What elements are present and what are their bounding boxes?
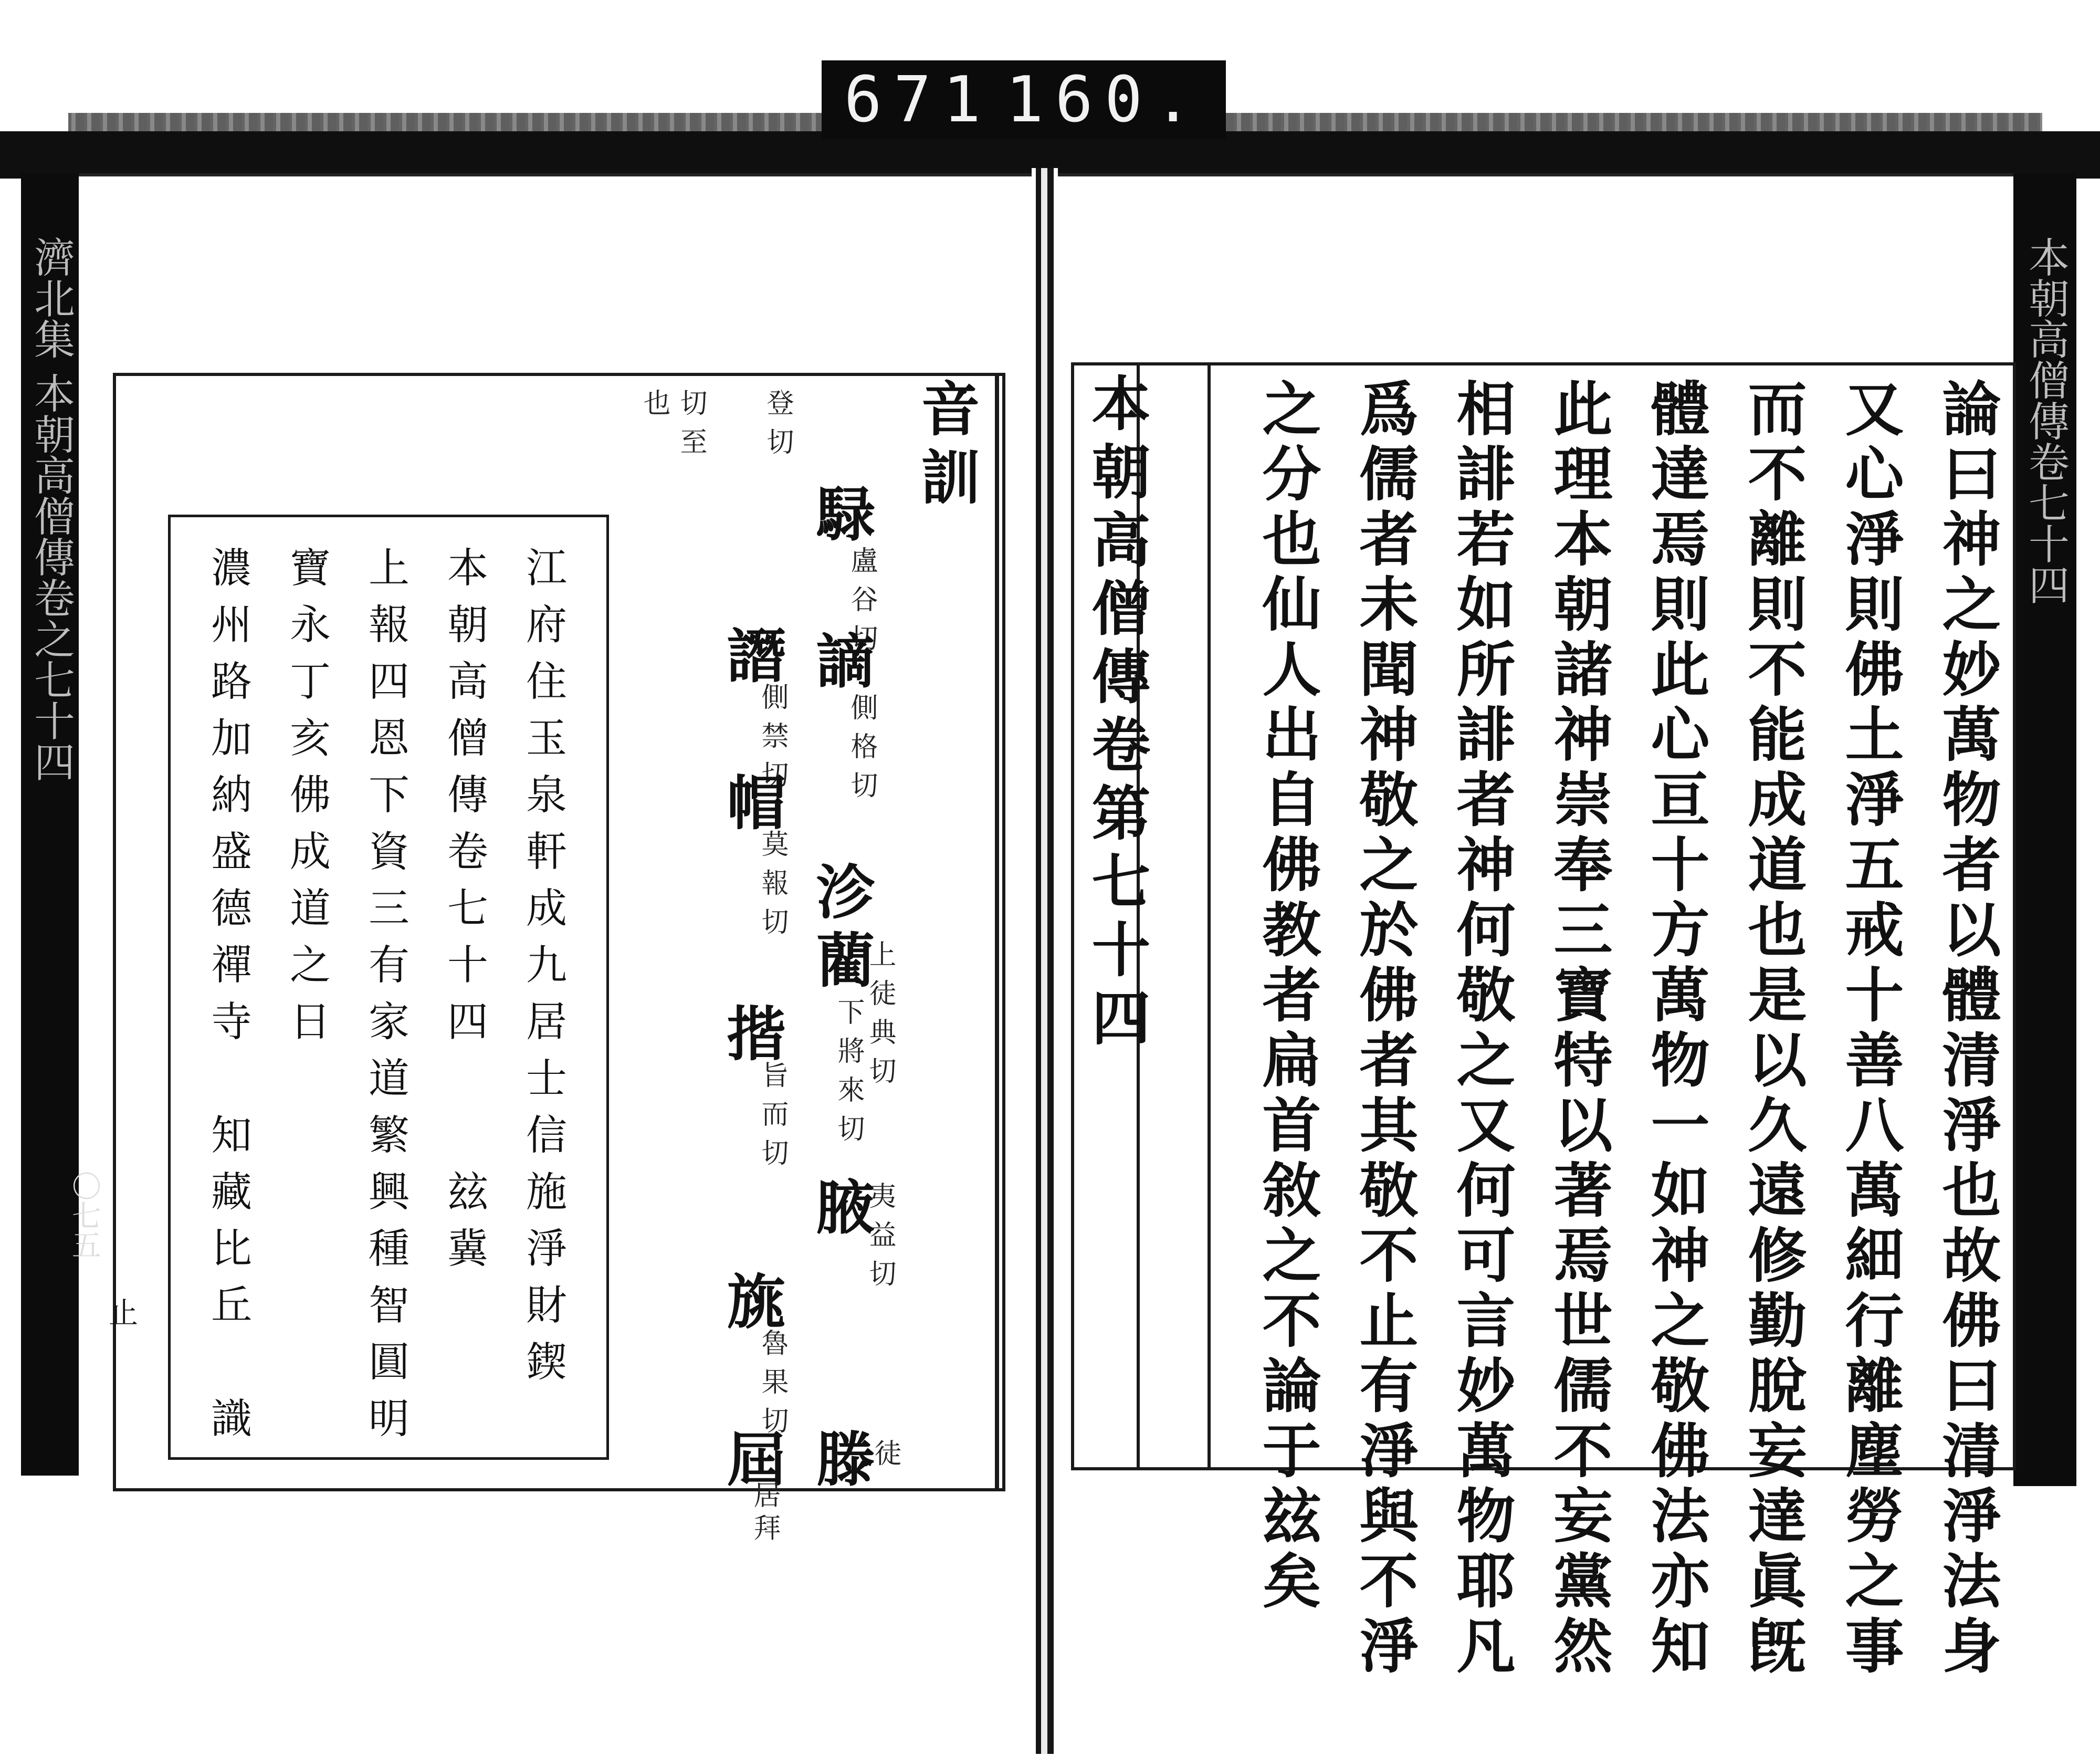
volume-title: 本朝高僧傳卷第七十四 [1082,373,1151,1055]
glossary-term: 屆 [717,1428,786,1493]
reel-number: 671 [844,63,993,137]
glossary-reading: 也 [638,389,670,427]
glossary-reading: 旨而切 [757,1061,788,1177]
right-book-edge [2013,173,2076,1486]
glossary-reading: 登切 [762,389,793,466]
glossary-reading: 徒 [869,1439,901,1478]
right-spine-label: 本朝高僧傳卷七十四 [2022,236,2069,605]
glossary-term: 譖 [717,625,786,690]
left-book-edge [21,173,79,1476]
glossary-term: 旐 [717,1271,786,1336]
glossary-term: 沴 [806,861,875,926]
colophon-line-3: 上報四恩下資三有家道繁興種智圓明 [362,546,409,1454]
glossary-term: 腋 [806,1176,875,1241]
glossary-reading: 居拜 [749,1481,780,1546]
glossary-reading: 側禁切 [757,683,788,799]
left-spine-label: 濟北集 本朝高僧傳卷之七十四 [27,236,75,782]
glossary-reading: 莫報切 [757,830,788,946]
commentary-line-5: 此理本朝諸神崇奉三寶特以著焉世儒不妄黨然 [1544,378,1613,1680]
glossary-heading: 音訓 [911,378,980,515]
glossary-reading: 側格切 [846,693,877,810]
colophon-line-4: 寶永丁亥佛成道之日 [283,546,330,1057]
commentary-line-2: 又心淨則佛土淨五戒十善八萬細行離塵勞之事 [1835,378,1904,1680]
glossary-reading: 下將來切 [833,998,864,1153]
glossary-reading: 切至 [675,389,707,466]
glossary-reading: 魯果切 [757,1329,788,1445]
glossary-reading: 盧谷切 [846,546,877,663]
book-gutter [1032,168,1058,1754]
commentary-line-7: 爲儒者未聞神敬之於佛者其敬不止有淨與不淨 [1350,378,1419,1680]
glossary-term: 帽 [717,772,786,837]
commentary-line-8: 之分也仙人出自佛教者扁首敘之不論于玆矣 [1253,378,1321,1615]
glossary-term: 騄 [806,483,875,548]
frame-number: 160. [1005,63,1204,137]
colophon-line-1: 江府住玉泉軒成九居士信施淨財鍥 [519,546,566,1397]
film-frame-counter [822,60,1226,139]
glossary-term: 揩 [717,1003,786,1068]
left-margin-number: 〇七五 [67,1171,101,1259]
commentary-line-6: 相誹若如所誹者神何敬之又何可言妙萬物耶凡 [1447,378,1516,1680]
glossary-term: 藺 [806,929,875,995]
glossary-term: 謫 [806,630,875,695]
glossary-edge-rule [995,373,999,1491]
glossary-reading: 夷益切 [864,1182,896,1298]
left-margin-mark: 止 [104,1297,138,1326]
glossary-term: 滕 [806,1428,875,1493]
commentary-line-1: 論曰神之妙萬物者以體清淨也故佛曰清淨法身 [1933,378,2001,1680]
title-column-rule-2 [1208,362,1211,1470]
commentary-line-4: 體達焉則此心亘十方萬物一如神之敬佛法亦知 [1641,378,1710,1680]
glossary-reading: 上徒典切 [864,940,896,1095]
commentary-line-3: 而不離則不能成道也是以久遠修勤脫妄達眞旣 [1738,378,1807,1680]
colophon-line-2: 本朝高僧傳卷七十四 玆冀 [440,546,488,1283]
colophon-line-5: 濃州路加納盛德禪寺 知藏比丘 識 [204,546,251,1454]
